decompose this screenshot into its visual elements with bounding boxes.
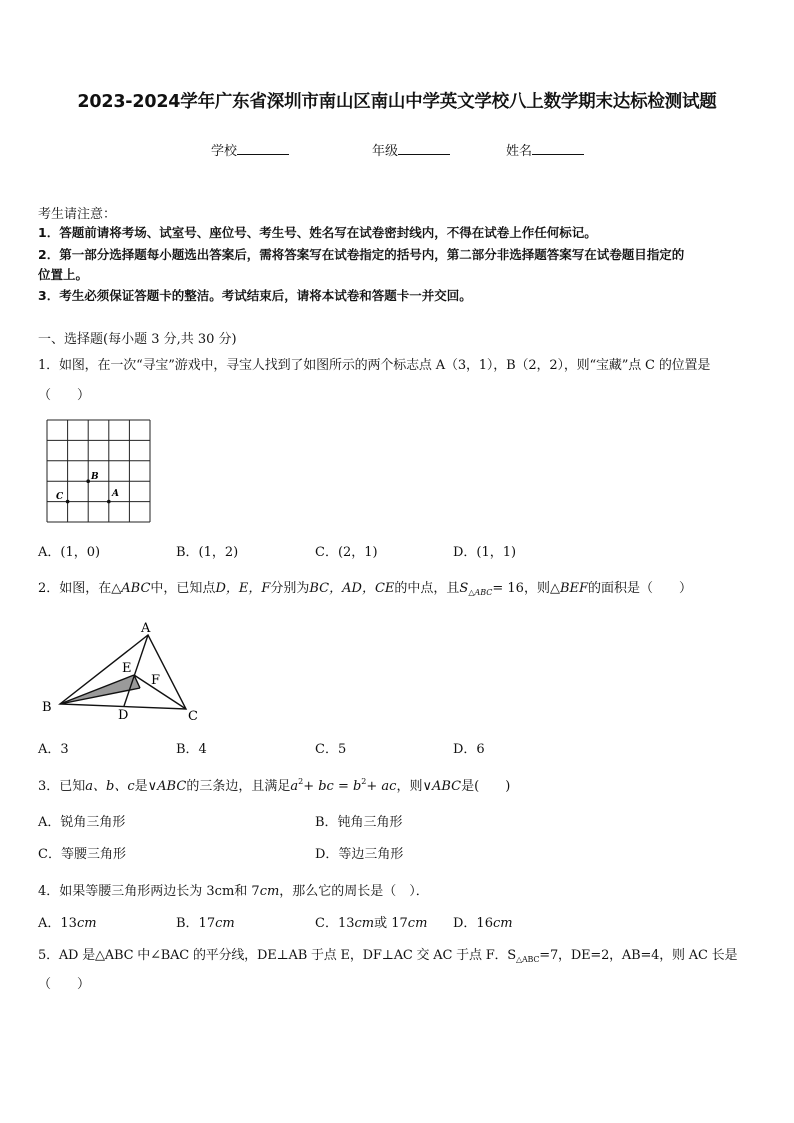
q3-option-c[interactable]: C．等腰三角形 [38, 847, 126, 862]
notice-item-1: 1．答题前请将考场、试室号、座位号、考生号、姓名写在试卷密封线内，不得在试卷上作任何标记。 [38, 225, 597, 240]
q4-option-d[interactable] [453, 912, 513, 931]
q3-sup-a: 2 [298, 777, 304, 786]
q4-option-c[interactable] [315, 912, 427, 931]
q4-text [38, 880, 429, 899]
q5-post: =7，DE=2，AB=4，则 AC 长是 [539, 948, 738, 963]
school-label: 学校 [211, 144, 238, 159]
q2-option-b[interactable]: B．4 [176, 742, 207, 757]
q3-eq-c: + ac [366, 779, 397, 794]
q1-option-a[interactable]: A．(1，0) [38, 545, 101, 560]
q2-eq: = 16 [492, 581, 524, 596]
q3-mid1: 是 [134, 779, 148, 794]
q4-pre: 4．如果等腰三角形两边长为 3cm和 7 [38, 884, 260, 899]
label-f: F [151, 673, 161, 688]
grade-label: 年级 [372, 144, 399, 159]
q5-paren: （ ） [38, 977, 91, 992]
q2-tri: △ABC [111, 581, 151, 596]
q2-mid4: ，则 [523, 581, 550, 596]
q2-pre: 2．如图，在 [38, 581, 112, 596]
label-e: E [122, 661, 132, 676]
q2-mid3: 的中点，且 [394, 581, 460, 596]
q2-tri2: △BEF [549, 581, 589, 596]
label-a: A [112, 489, 119, 499]
q5-sub: △ABC [516, 955, 540, 964]
notice-heading: 考生请注意： [38, 207, 117, 222]
q2-option-a[interactable]: A．3 [38, 742, 69, 757]
q4-option-b[interactable] [176, 912, 235, 931]
q1-option-b[interactable]: B．(1，2) [176, 545, 239, 560]
q2-option-d[interactable]: D．6 [453, 742, 485, 757]
q3-post: 是( ) [461, 779, 511, 794]
q1-option-c[interactable]: C．(2，1) [315, 545, 378, 560]
q1-paren: （ ） [38, 388, 91, 403]
q3-vars: a、b、c [85, 779, 135, 794]
q5-pre: 5．AD 是△ABC 中∠BAC 的平分线，DE⊥AB 于点 E，DF⊥AC 交 AC 于点 F．S [38, 948, 517, 963]
q2-mid2: 分别为 [270, 581, 310, 596]
q4-unit: cm [259, 884, 280, 899]
q3-option-b[interactable]: B．钝角三角形 [315, 815, 403, 830]
q2-option-c[interactable]: C．5 [315, 742, 347, 757]
q4-option-a[interactable] [38, 912, 97, 931]
q2-triangle-figure [38, 616, 208, 726]
q3-eq-a: a [290, 779, 299, 794]
point-a [107, 500, 111, 504]
grid-lines [47, 420, 150, 522]
q2-text [38, 577, 692, 597]
school-field[interactable] [211, 140, 289, 159]
school-blank[interactable] [237, 142, 289, 155]
q1-text: 1．如图，在一次“寻宝”游戏中，寻宝人找到了如图所示的两个标志点 A（3，1），B（2，2），则“宝藏”点 C 的位置是 [38, 358, 711, 373]
q3-option-d[interactable]: D．等边三角形 [315, 847, 404, 862]
q3-option-a[interactable]: A．锐角三角形 [38, 815, 126, 830]
name-field[interactable] [506, 140, 584, 159]
q3-text [38, 775, 510, 794]
q2-sub: △ABC [468, 588, 493, 597]
label-c: C [56, 492, 64, 502]
q5-text [38, 944, 737, 964]
q4-b-unit: cm [215, 916, 235, 931]
q4-a-num: A．13 [38, 916, 77, 931]
q2-post: 的面积是（ ） [588, 581, 693, 596]
q3-pre: 3．已知 [38, 779, 86, 794]
q3-tri: ∨ABC [147, 779, 187, 794]
q4-post: ，那么它的周长是（ ）． [279, 884, 429, 899]
label-a: A [141, 621, 151, 636]
name-label: 姓名 [506, 144, 533, 159]
point-c [66, 500, 70, 504]
q2-mid1: 中，已知点 [150, 581, 216, 596]
q4-a-unit: cm [76, 916, 97, 931]
q3-eq-b: + bc = b [303, 779, 362, 794]
label-b: B [42, 700, 52, 715]
q2-pts: D，E，F [215, 581, 271, 596]
q4-b-num: B．17 [176, 916, 216, 931]
q4-d-num: D．16 [453, 916, 493, 931]
grade-field[interactable] [372, 140, 450, 159]
q1-grid-figure [45, 418, 153, 524]
point-b [86, 479, 90, 483]
q3-mid3: ，则 [396, 779, 423, 794]
name-blank[interactable] [532, 142, 584, 155]
q4-c-unit2: cm [407, 916, 428, 931]
q2-s: S [459, 581, 469, 596]
label-c: C [188, 709, 198, 724]
q4-c-num: C．13 [315, 916, 355, 931]
q3-mid2: 的三条边，且满足 [186, 779, 291, 794]
label-d: D [118, 708, 129, 723]
q3-tri2: ∨ABC [422, 779, 462, 794]
page-title: 2023-2024学年广东省深圳市南山区南山中学英文学校八上数学期末达标检测试题 [77, 92, 717, 112]
q1-option-d[interactable]: D．(1，1) [453, 545, 517, 560]
label-b: B [91, 472, 99, 482]
q4-d-unit: cm [492, 916, 513, 931]
q4-c-mid: 或 17 [374, 916, 408, 931]
notice-item-2: 2．第一部分选择题每小题选出答案后，需将答案写在试卷指定的括号内，第二部分非选择题答案写在试卷题目指定的 [38, 247, 685, 262]
q2-segs: BC，AD，CE [309, 581, 395, 596]
grade-blank[interactable] [398, 142, 450, 155]
q4-c-unit: cm [354, 916, 375, 931]
section-heading: 一、选择题(每小题 3 分,共 30 分) [38, 332, 237, 347]
notice-item-2-cont: 位置上。 [38, 267, 89, 282]
q3-sup-b: 2 [361, 777, 367, 786]
notice-item-3: 3．考生必须保证答题卡的整洁。考试结束后，请将本试卷和答题卡一并交回。 [38, 288, 472, 303]
